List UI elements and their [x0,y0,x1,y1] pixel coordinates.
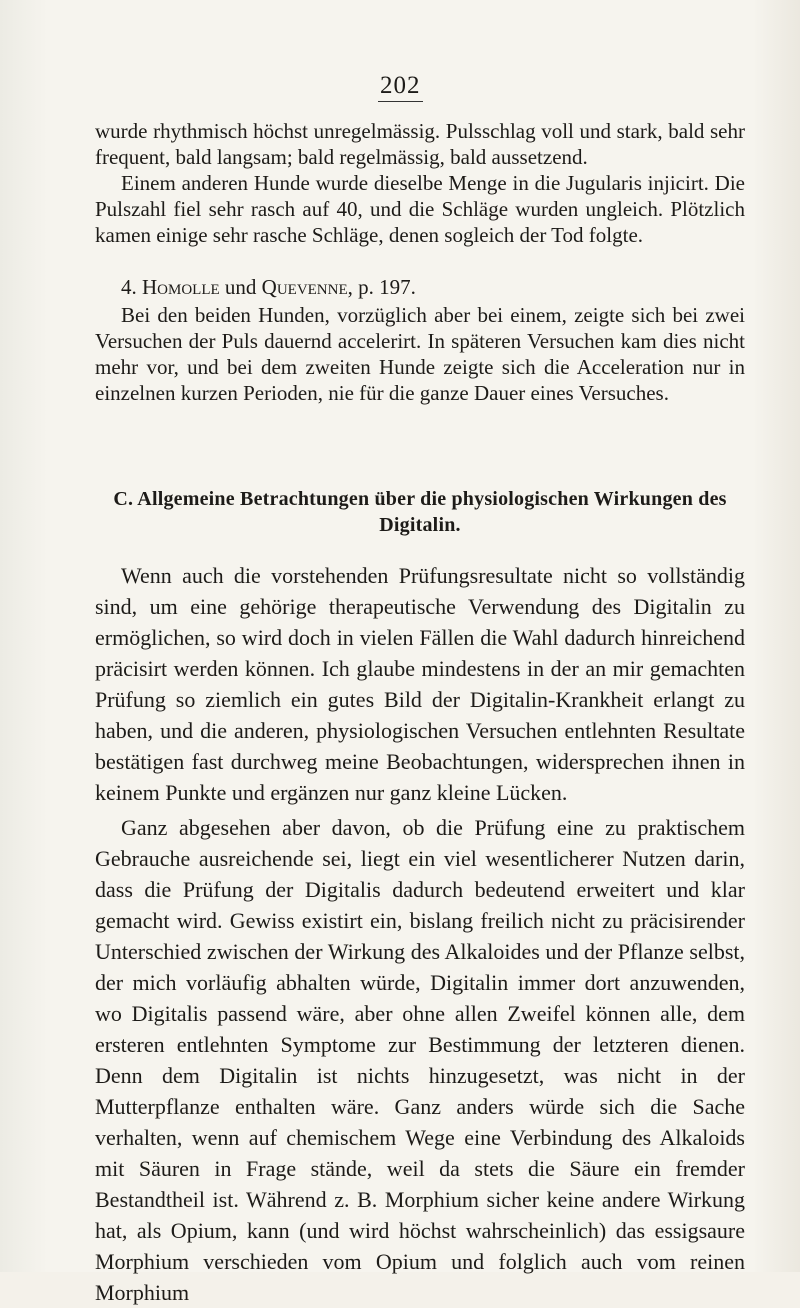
author-quevenne: Quevenne [261,275,348,299]
paragraph-results: Wenn auch die vorstehenden Prüfungsresultate nicht so vollständig sind, um eine gehörige therapeutische Verwendung des Digitalin zu ermöglichen, so wird doch in vielen Fällen die Wahl dadurch hinreichend präcisirt werden können. Ich glaube mindestens in der an mir gemachten Prüfung so ziemlich ein gutes Bild der Digitalin-Krankheit erlangt zu haben, und die anderen, physiologischen Versuchen entlehnten Resultate bestätigen fast durchweg meine Beobachtungen, widersprechen ihnen in keinem Punkte und ergänzen nur ganz kleine Lücken. [95,563,745,805]
reference-item-4 [95,274,745,300]
paragraph-injection: Einem anderen Hunde wurde dieselbe Menge in die Jugularis injicirt. Die Pulszahl fiel sehr rasch auf 40, und die Schläge wurden ungleich. Plötzlich kamen einige sehr rasche Schläge, denen sogleich der Tod folgte. [95,171,745,247]
author-homolle: Homolle [142,275,220,299]
item-number: 4. [121,275,137,299]
conjunction: und [224,275,257,299]
paragraph-dogs: Bei den beiden Hunden, vorzüglich aber bei einem, zeigte sich bei zwei Versuchen der Puls dauernd accelerirt. In späteren Versuchen kam dies nicht mehr vor, und bei dem zweiten Hunde zeigte sich die Acceleration nur in einzelnen kurzen Perioden, nie für die ganze Dauer eines Versuches. [95,303,745,405]
page-number: 202 [378,72,423,102]
paragraph-continuation: wurde rhythmisch höchst unregelmässig. Pulsschlag voll und stark, bald sehr frequent, bald langsam; bald regelmässig, bald aussetzend. [95,119,745,169]
paragraph-digitalis: Ganz abgesehen aber davon, ob die Prüfung eine zu praktischem Gebrauche ausreichende sei, liegt ein viel wesentlicherer Nutzen darin, dass die Prüfung der Digitalis dadurch bedeutend erweitert und klar gemacht wird. Gewiss existirt ein, bislang freilich nicht zu präcisirender Unterschied zwischen der Wirkung des Alkaloides und der Pflanze selbst, der mich vorläufig abhalten würde, Digitalin immer dort anzuwenden, wo Digitalis passend wäre, aber ohne allen Zweifel können alle, dem ersteren entlehnten Symptome zur Bestimmung der letzteren dienen. Denn dem Digitalin ist nichts hinzugesetzt, was nicht in der Mutterpflanze enthalten wäre. Ganz anders würde sich die Sache verhalten, wenn auf chemischem Wege eine Verbindung des Alkaloids mit Säuren in Frage stände, weil da stets die Säure ein fremder Bestandtheil ist. Während z. B. Morphium sicher keine andere Wirkung hat, als Opium, kann (und wird höchst wahrscheinlich) das essigsaure Morphium verschieden vom Opium und folglich auch vom reinen Morphium [95,815,745,1305]
section-heading: C. Allgemeine Betrachtungen über die physiologischen Wirkungen des Digitalin. [113,488,727,536]
page-reference: , p. 197. [347,275,416,299]
